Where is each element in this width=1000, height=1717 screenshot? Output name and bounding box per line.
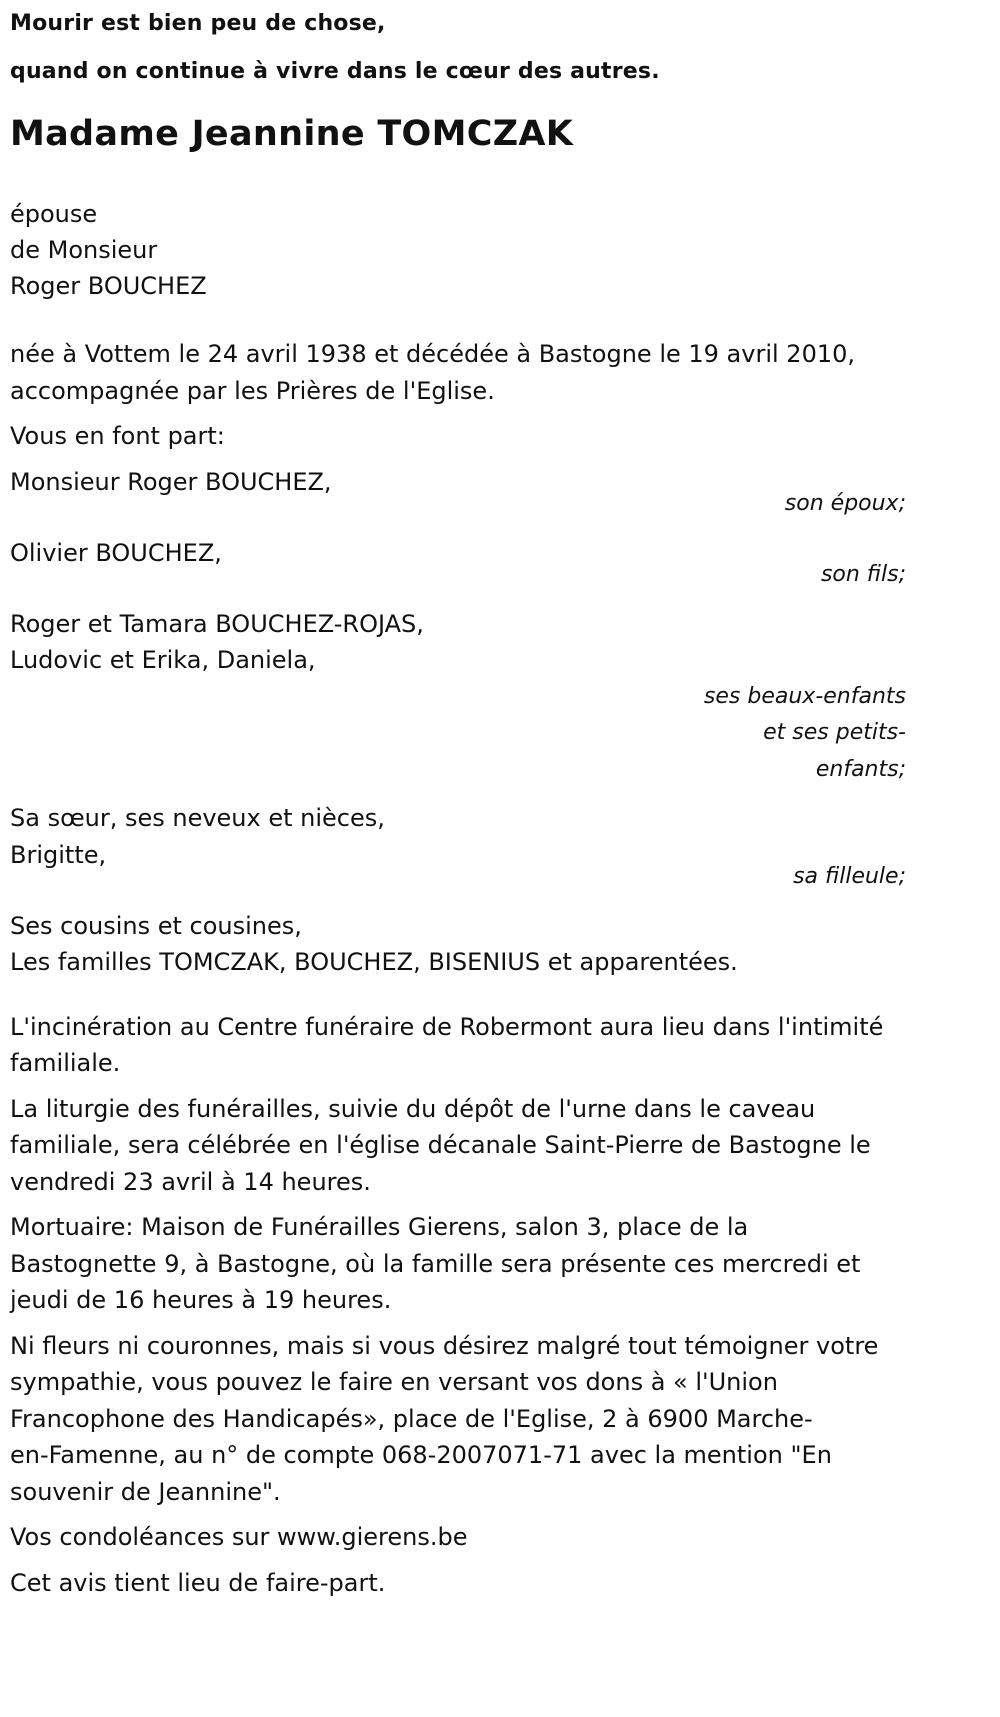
birth-death-paragraph — [10, 336, 906, 409]
family-member-name: Ludovic et Erika, Daniela, — [10, 646, 316, 674]
family-group — [10, 908, 906, 981]
family-relation-line: et ses petits- — [763, 720, 906, 745]
notice-line: Cet avis tient lieu de faire-part. — [10, 1568, 386, 1597]
cremation-line-1: L'incinération au Centre funéraire de Robermont aura lieu dans l'intimité — [10, 1012, 884, 1041]
mortuary-line-3: jeudi de 16 heures à 19 heures. — [10, 1286, 392, 1314]
liturgy-line-3: vendredi 23 avril à 14 heures. — [10, 1167, 371, 1196]
flowers-line-1: Ni fleurs ni couronnes, mais si vous désirez malgré tout témoigner votre — [10, 1331, 879, 1360]
family-member-name: Roger et Tamara BOUCHEZ-ROJAS, — [10, 609, 424, 638]
family-relation — [10, 679, 906, 789]
birth-line-1: née à Vottem le 24 avril 1938 et décédée à Bastogne le 19 avril 2010, — [10, 340, 856, 368]
spouse-line-1: épouse — [10, 200, 98, 228]
mortuary-line-1: Mortuaire: Maison de Funérailles Gierens, salon 3, place de la — [10, 1213, 749, 1241]
announcement-text: Vous en font part: — [10, 422, 225, 450]
family-group — [10, 535, 906, 594]
condolences-line: Vos condoléances sur www.gierens.be — [10, 1523, 468, 1551]
flowers-line-3: Francophone des Handicapés», place de l'Eglise, 2 à 6900 Marche- — [10, 1404, 813, 1433]
spouse-block — [10, 196, 906, 304]
liturgy-line-2: familiale, sera célébrée en l'église décanale Saint-Pierre de Bastogne le — [10, 1131, 871, 1159]
birth-line-2: accompagnée par les Prières de l'Eglise. — [10, 376, 495, 405]
family-relation — [10, 859, 906, 896]
epigraph-quote — [10, 0, 906, 96]
family-member-name: Ses cousins et cousines, — [10, 911, 302, 940]
family-relation-line: enfants; — [815, 756, 906, 782]
family-member-name: Sa sœur, ses neveux et nièces, — [10, 804, 385, 832]
family-group — [10, 606, 906, 789]
family-member-name: Brigitte, — [10, 840, 107, 869]
family-relation-line: ses beaux-enfants — [703, 683, 906, 709]
spouse-line-2: de Monsieur — [10, 236, 158, 264]
family-group — [10, 800, 906, 896]
family-group — [10, 464, 906, 523]
quote-line-1: Mourir est bien peu de chose, — [10, 11, 386, 36]
family-member-name: Olivier BOUCHEZ, — [10, 538, 222, 567]
family-list — [10, 464, 906, 981]
flowers-line-2: sympathie, vous pouvez le faire en versant vos dons à « l'Union — [10, 1368, 778, 1396]
cremation-paragraph — [10, 1009, 906, 1082]
mortuary-line-2: Bastognette 9, à Bastogne, où la famille sera présente ces mercredi et — [10, 1249, 861, 1278]
mortuary-paragraph — [10, 1209, 906, 1319]
flowers-donation-paragraph — [10, 1328, 906, 1511]
liturgy-line-1: La liturgie des funérailles, suivie du dépôt de l'urne dans le caveau — [10, 1094, 816, 1123]
spouse-line-3: Roger BOUCHEZ — [10, 272, 207, 300]
cremation-line-2: familiale. — [10, 1049, 121, 1077]
flowers-line-4: en-Famenne, au n° de compte 068-2007071-71 avec la mention "En — [10, 1441, 832, 1469]
quote-line-2: quand on continue à vivre dans le cœur des autres. — [10, 59, 660, 84]
family-relation-line: son fils; — [820, 562, 906, 587]
family-relation-line: son époux; — [784, 491, 906, 516]
family-member-name: Les familles TOMCZAK, BOUCHEZ, BISENIUS et apparentées. — [10, 948, 738, 976]
family-relation-line: sa filleule; — [793, 864, 906, 889]
family-member-name: Monsieur Roger BOUCHEZ, — [10, 467, 332, 496]
liturgy-paragraph — [10, 1091, 906, 1201]
flowers-line-5: souvenir de Jeannine". — [10, 1477, 281, 1506]
deceased-name: Madame Jeannine TOMCZAK — [10, 114, 574, 154]
